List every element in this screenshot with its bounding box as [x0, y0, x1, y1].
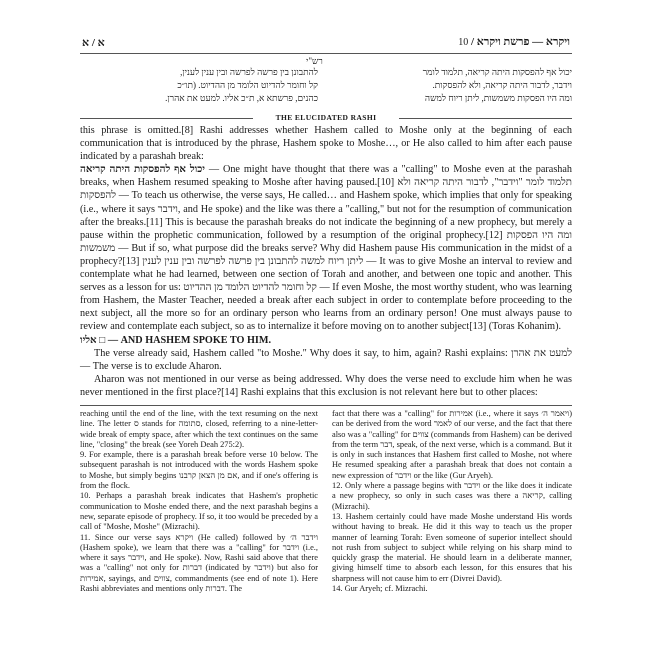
paragraph: The verse already said, Hashem called "to Moshe." Why does it say, to him, again? Rashi explains: למעט את אהרן — The verse is to exclude Aharon. [80, 347, 573, 372]
chapter-verse: א / א [82, 37, 105, 49]
footnote: 12. Only where a passage begins with וידבר or the like does it indicate a new prophecy, so only in such cases was there a קריאה, calling (Mizrachi). [332, 481, 573, 511]
rashi-column-right [326, 66, 572, 105]
paragraph-text: — One might have thought that there was a "calling" to Moshe even at the parashah breaks, when Hashem resumed speaking to Moshe after having paused.[10] תלמוד לומר "וידבר", לדבור היתה קריאה ולא להפסקות — To teach us otherwise, the verse says, He called… and Hashem spoke, which implies that only for speaking (i.e., where it says וידבר, and He spoke) and the like was there a "calling," but not for the resumption of communication after the breaks.[11] This is because the parashah breaks do not indicate the beginning of a new prophecy, but merely a pause within the prophetic communication, followed by a resumption of the original prophecy.[12] ומה היו הפסקות משמשות — But if so, what purpose did the breaks serve? Why did Hashem pause His communication in the midst of a prophecy?[13] ליתן ריוח למשה להתבונן בין פרשה לפרשה ובין ענין לענין — It was to give Moshe an interval to review and contemplate what he had learned, between one section of Torah and another, and between one topic and another. This serves as a lesson for us: קל וחומר להדיוט הלומד מן ההדיוט — If even Moshe, the most worthy student, who was learning from Hashem, the Master Teacher, needed a break after each subject in order to contemplate before proceeding to the next subject, all the more so for an ordinary person who learns from an ordinary person! One must always pause to review and contemplate each subject, so as to internalize it before moving on to another subject[13] (Toras Kohanim). [80, 164, 573, 333]
rashi-line: יכול אף להפסקות היתה קריאה, תלמוד לומר [422, 67, 572, 77]
header-title: ויקרא — פרשת ויקרא [476, 36, 570, 48]
footnote: 10. Perhaps a parashah break indicates that Hashem's prophetic communication to Moshe ended there, and the next parashah begins a new, separate episode of prophecy. If so, it too would be preceded by a call of "Moshe, Moshe" (Mizrachi). [80, 491, 318, 532]
rashi-line: קל וחומר להדיוט הלומד מן ההדיוט. (תו״כ [177, 80, 318, 90]
paragraph [80, 163, 572, 333]
rashi-line: ומה היו הפסקות משמשות, ליתן ריוח למשה [424, 93, 572, 103]
paragraph: this phrase is omitted.[8] Rashi addresses whether Hashem called to Moshe only at the beginning of each communication that is introduced by the phrase, Hashem spoke to Moshe…, or He also called to him after each pause indicated by a parashah break: [80, 125, 572, 163]
rashi-line: וידבר, לדבור היתה קריאה, ולא להפסקות. [432, 80, 572, 90]
running-header: ויקרא — פרשת ויקרא / 10 [458, 36, 570, 48]
section-banner [80, 113, 572, 123]
footnote: 11. Since our verse says ויקרא (He called) followed by וידבר ה׳ (Hashem spoke), we learn that there was a "calling" for וידבר (i.e., where it says וידבר, and He spoke). Now, Rashi said above that there was a "calling" not only for דברות (indicated by וידבר) but also for אמירות, sayings, and צווים, commandments (see end of note 1). Here Rashi abbreviates and mentions only דברות. The [80, 532, 318, 594]
footnote: 13. Hashem certainly could have made Moshe understand His words without having to break. He did it this way to teach us the proper manner of learning Torah: Even someone of superior intellect should not rush from subject to subject while relying on his sharp mind to quickly grasp the material. He should learn in a deliberate manner, giving himself time to absorb each lesson, for this ensures that his sharpness will not cause him to err (Divrei David). [332, 511, 572, 583]
rashi-label: רש"י [306, 56, 323, 66]
rashi-column-left [80, 66, 318, 105]
header-rule [80, 53, 572, 54]
footnote-rule [80, 405, 572, 406]
paragraph: Aharon was not mentioned in our verse as being addressed. Why does the verse need to exclude him when he was never mentioned in the first place?[14] Rashi explains that this exclusion is not relevant here but to other places: [80, 373, 572, 398]
page-number: 10 [458, 37, 469, 48]
footnote: 9. For example, there is a parashah break before verse 10 below. The subsequent parashah is not introduced with the words Hashem spoke to Moshe, but simply begins אם מן הצאן קרבנו, and if one's offering is from the flock. [80, 450, 318, 491]
banner-rule-right [399, 118, 572, 119]
banner-text: THE ELUCIDATED RASHI [275, 113, 377, 122]
footnotes-left [80, 409, 318, 594]
footnote: 14. Gur Aryeh; cf. Mizrachi. [332, 584, 428, 594]
rashi-line: כהנים, פרשתא א, ת״כ אליו. למעט את אהרן. [165, 93, 318, 103]
rashi-line: להתבונן בין פרשה לפרשה ובין ענין לענין, [180, 67, 318, 77]
elucidation-body [80, 124, 572, 399]
lemma-heading: אליו □ — AND HASHEM SPOKE TO HIM. [80, 334, 272, 346]
footnote: fact that there was a "calling" for אמירות (i.e., where it says ויאמר ה׳) can be derived from the word לאמר of our verse, and the fact that there also was a "calling" for צווים (commands from Hashem) can be derived from the term דבר, speak, of the next verse, which is a command. But it is only in such instances that Hashem first called to Moshe, not where He resumed speaking after a parashah break that does not contain a new expression of וידבר or the like (Gur Aryeh). [332, 409, 572, 480]
footnotes-right [332, 409, 572, 594]
footnote: reaching until the end of the line, with the text resuming on the next line. The letter ס stands for סתומה, closed, referring to a nine-letter-wide break of empty space, after which the text continues on the same line, "closing" the break (see Yoreh Deah 275:2). [80, 409, 318, 449]
hebrew-lemma: יכול אף להפסקות היתה קריאה [80, 164, 205, 176]
